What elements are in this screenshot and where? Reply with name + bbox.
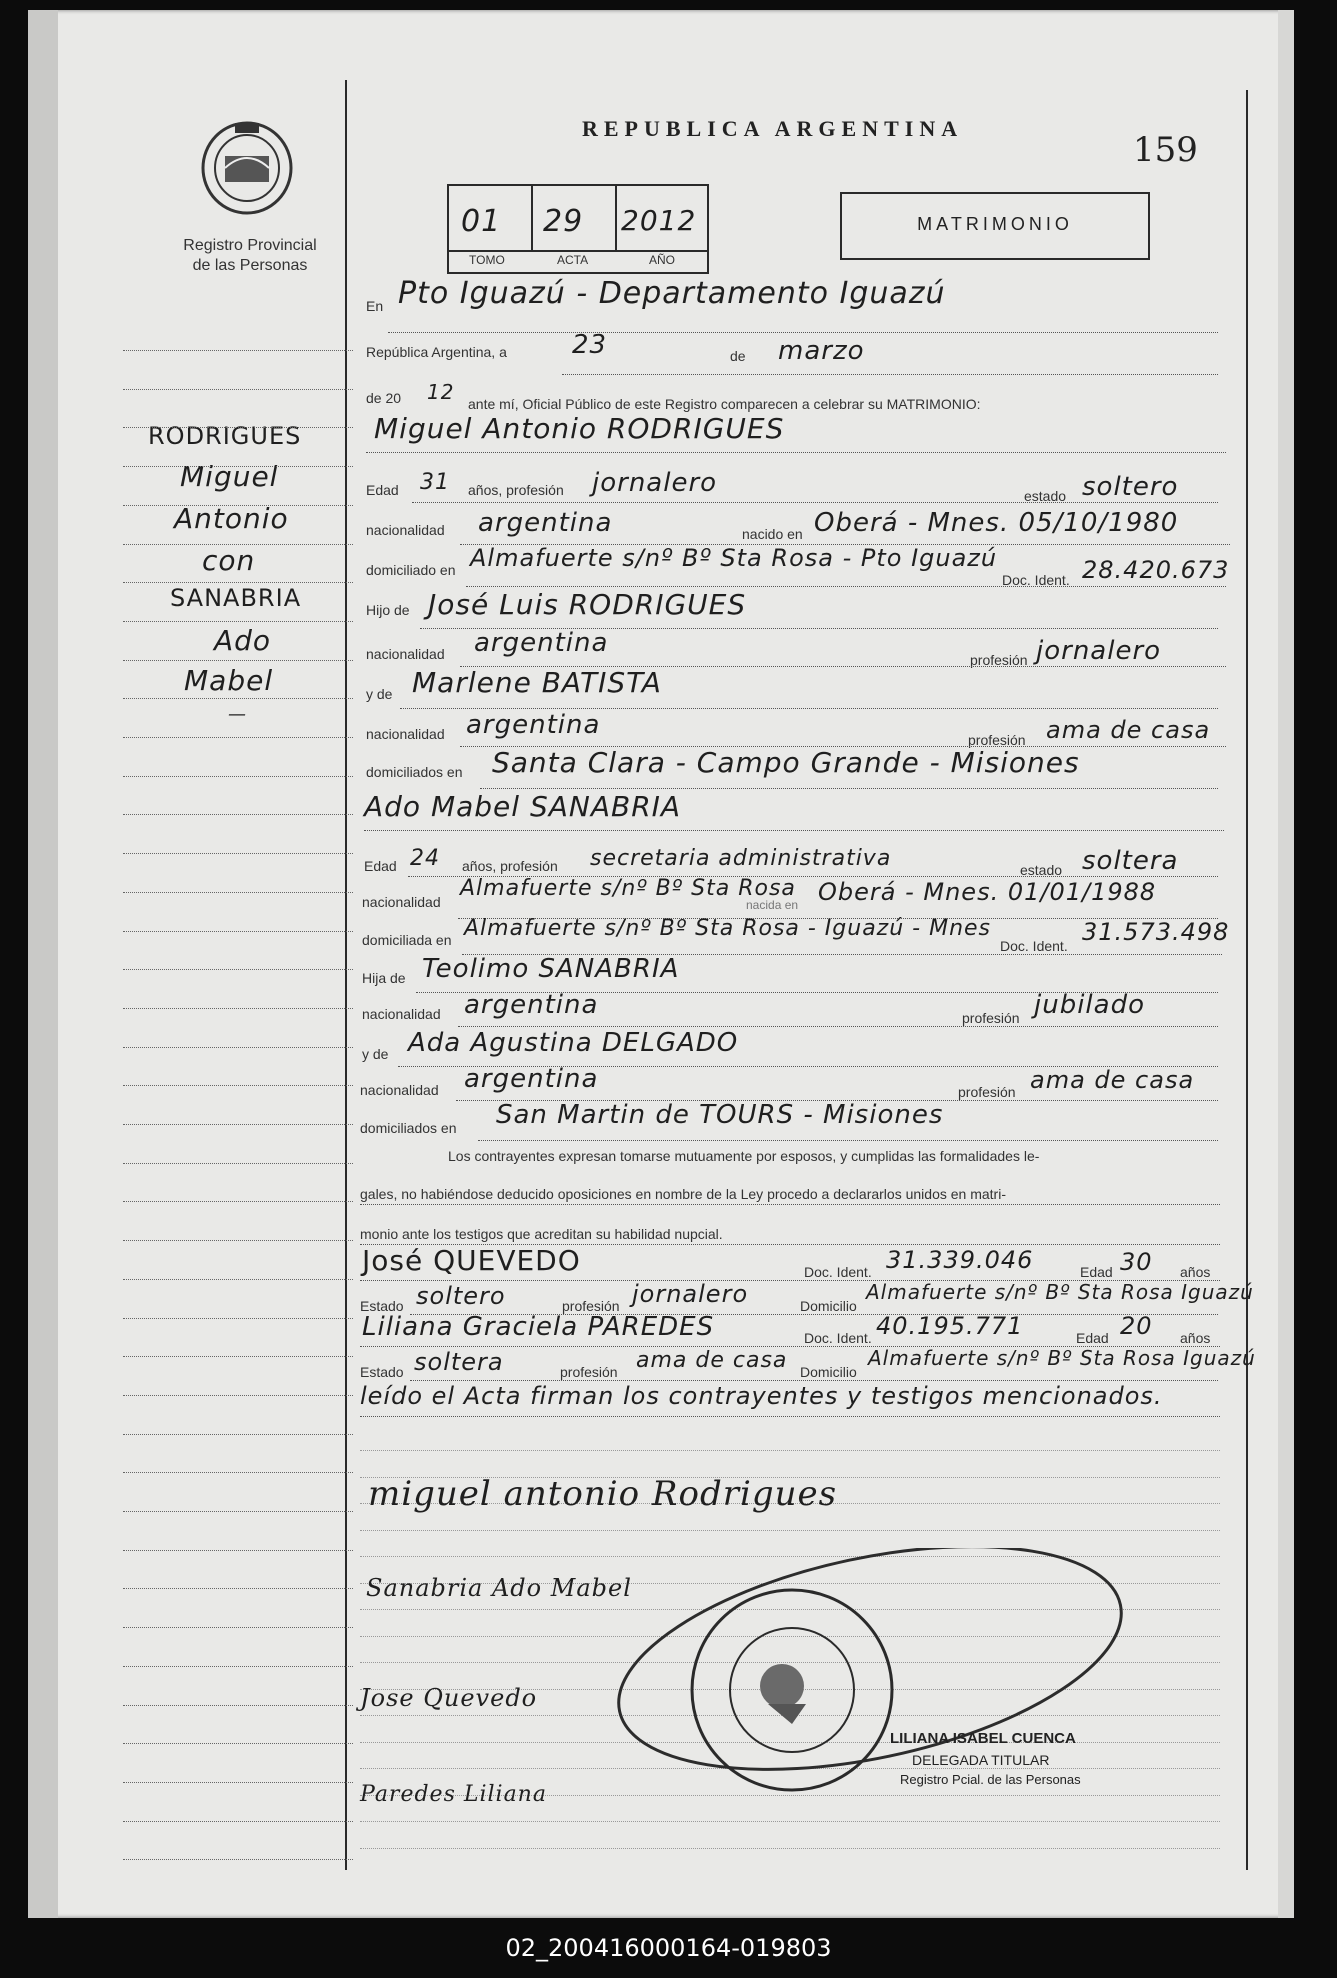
- margin-dotted-line: [123, 621, 353, 622]
- margin-dotted-line: [123, 1356, 353, 1357]
- groom-profession: jornalero: [592, 468, 718, 498]
- label-profesion: profesión: [970, 652, 1028, 668]
- margin-dotted-line: [123, 1743, 353, 1744]
- bride-father-nat-line: [458, 1026, 1218, 1027]
- margin-dotted-line: [123, 1782, 353, 1783]
- label-edad: Edad: [1076, 1330, 1109, 1346]
- groom-birth: Oberá - Mnes. 05/10/1980: [814, 508, 1179, 538]
- official-title: DELEGADA TITULAR: [912, 1752, 1050, 1768]
- bride-name-line: [364, 830, 1224, 831]
- label-edad: Edad: [366, 482, 399, 498]
- margin-dotted-line: [123, 544, 353, 545]
- label-nacionalidad: nacionalidad: [366, 522, 445, 538]
- margin-dotted-line: [123, 1047, 353, 1048]
- act-type: MATRIMONIO: [917, 214, 1073, 234]
- label-en: En: [366, 298, 384, 314]
- margin-note-line: SANABRIA: [170, 584, 302, 612]
- witness1-age: 30: [1120, 1248, 1153, 1276]
- acta-divider: [615, 186, 617, 252]
- label-republica: República Argentina, a: [366, 344, 507, 360]
- groom-parents-address: Santa Clara - Campo Grande - Misiones: [492, 746, 1080, 779]
- tomo-divider: [531, 186, 533, 252]
- bride-nationality: Almafuerte s/nº Bº Sta Rosa: [460, 876, 796, 901]
- witness1-name: José QUEVEDO: [362, 1244, 581, 1277]
- label-doc-ident: Doc. Ident.: [804, 1264, 872, 1280]
- province-seal-icon: [195, 118, 299, 218]
- closing-line: [360, 1416, 1220, 1417]
- margin-note-line: RODRIGUES: [148, 422, 302, 450]
- date-line: [562, 374, 1218, 375]
- groom-father-profession: jornalero: [1036, 636, 1162, 666]
- binding-spine: [28, 10, 58, 1918]
- groom-doc: 28.420.673: [1082, 556, 1230, 584]
- margin-dotted-line: [123, 1163, 353, 1164]
- country-title: REPUBLICA ARGENTINA: [582, 116, 964, 141]
- witness2-name: Liliana Graciela PAREDES: [362, 1312, 715, 1342]
- margin-dotted-line: [123, 1240, 353, 1241]
- margin-dotted-line: [123, 1318, 353, 1319]
- registry-name-line2: de las Personas: [192, 257, 308, 274]
- label-hijo-de: Hijo de: [366, 602, 410, 618]
- bride-signature: Sanabria Ado Mabel: [366, 1574, 632, 1602]
- label-estado: estado: [1020, 862, 1063, 878]
- bride-parents-address: San Martin de TOURS - Misiones: [496, 1100, 944, 1130]
- bride-mother-nationality: argentina: [464, 1064, 599, 1094]
- bride-status: soltera: [1082, 846, 1179, 876]
- groom-signature: miguel antonio Rodrigues: [368, 1474, 838, 1514]
- margin-dotted-line: [123, 737, 353, 738]
- ano-label: AÑO: [649, 253, 676, 267]
- signature-dotted-line: [360, 1530, 1220, 1531]
- bride-address: Almafuerte s/nº Bº Sta Rosa - Iguazú - Mnes: [464, 916, 992, 941]
- margin-dotted-line: [123, 1821, 353, 1822]
- groom-age: 31: [420, 470, 450, 495]
- margin-dotted-line: [123, 1085, 353, 1086]
- bride-father: Teolimo SANABRIA: [422, 954, 680, 984]
- month-value: marzo: [778, 336, 865, 366]
- preamble: ante mí, Oficial Público de este Registro comparecen a celebrar su MATRIMONIO:: [468, 396, 981, 412]
- margin-dotted-line: [123, 814, 353, 815]
- margin-dotted-line: [123, 1008, 353, 1009]
- label-doc-ident: Doc. Ident.: [804, 1330, 872, 1346]
- groom-parents-address-line: [480, 788, 1218, 789]
- label-nacionalidad: nacionalidad: [360, 1082, 439, 1098]
- tomo-label: TOMO: [469, 253, 505, 267]
- label-de: de: [730, 348, 746, 364]
- groom-age-line: [412, 502, 1218, 503]
- margin-dotted-line: [123, 931, 353, 932]
- tomo-acta-ano-box: [447, 184, 709, 274]
- groom-mother-profession: ama de casa: [1046, 716, 1211, 744]
- margin-dotted-line: [123, 389, 353, 390]
- label-y-de: y de: [362, 1046, 389, 1062]
- groom-address-line: [466, 586, 1226, 587]
- bride-parents-address-line: [478, 1140, 1218, 1141]
- bride-mother-profession: ama de casa: [1030, 1066, 1195, 1094]
- label-profesion: profesión: [562, 1298, 620, 1314]
- label-divider: [449, 250, 707, 252]
- bride-name: Ado Mabel SANABRIA: [364, 790, 682, 823]
- formula-line-2: gales, no habiéndose deducido oposiciones en nombre de la Ley procedo a declararlos unidos en matri-: [360, 1186, 1006, 1202]
- acta-label: ACTA: [557, 253, 589, 267]
- label-nacionalidad: nacionalidad: [362, 894, 441, 910]
- margin-dotted-line: [123, 1666, 353, 1667]
- margin-note-line: Mabel: [184, 664, 274, 697]
- bride-age: 24: [410, 846, 440, 871]
- label-estado: Estado: [360, 1364, 404, 1380]
- margin-dotted-line: [123, 660, 353, 661]
- label-nacionalidad: nacionalidad: [362, 1006, 441, 1022]
- label-y-de: y de: [366, 686, 393, 702]
- tomo-value: 01: [461, 204, 502, 239]
- label-edad: Edad: [364, 858, 397, 874]
- label-estado: Estado: [360, 1298, 404, 1314]
- margin-rule: [345, 80, 347, 1870]
- formula-line-3: monio ante los testigos que acreditan su habilidad nupcial.: [360, 1226, 723, 1242]
- label-anos-profesion: años, profesión: [468, 482, 564, 498]
- margin-note-line: Ado: [214, 624, 272, 657]
- formula-line: [360, 1204, 1220, 1205]
- label-hija-de: Hija de: [362, 970, 406, 986]
- margin-dotted-line: [123, 1627, 353, 1628]
- label-de20: de 20: [366, 390, 402, 406]
- margin-dotted-line: [123, 427, 353, 428]
- margin-dotted-line: [123, 892, 353, 893]
- label-domiciliados-en: domiciliados en: [360, 1120, 457, 1136]
- groom-address: Almafuerte s/nº Bº Sta Rosa - Pto Iguazú: [470, 544, 998, 572]
- margin-dotted-line: [123, 1434, 353, 1435]
- groom-name: Miguel Antonio RODRIGUES: [374, 412, 785, 445]
- formula-line-1: Los contrayentes expresan tomarse mutuamente por esposos, y cumplidas las formalidades le-: [448, 1148, 1040, 1164]
- label-anos: años: [1180, 1330, 1211, 1346]
- margin-dotted-line: [123, 1550, 353, 1551]
- margin-note-line: —: [228, 704, 247, 725]
- groom-father: José Luis RODRIGUES: [428, 588, 747, 621]
- label-estado: estado: [1024, 488, 1067, 504]
- margin-dotted-line: [123, 1859, 353, 1860]
- official-name: LILIANA ISABEL CUENCA: [890, 1730, 1076, 1747]
- closing-text: leído el Acta firman los contrayentes y testigos mencionados.: [360, 1382, 1163, 1410]
- label-nacido-en: nacido en: [742, 526, 803, 542]
- margin-dotted-line: [123, 466, 353, 467]
- margin-dotted-line: [123, 969, 353, 970]
- witness2-doc: 40.195.771: [876, 1312, 1024, 1340]
- label-doc-ident: Doc. Ident.: [1002, 572, 1070, 588]
- official-office: Registro Pcial. de las Personas: [900, 1772, 1081, 1787]
- margin-note-line: Miguel: [180, 460, 279, 493]
- ano-value: 2012: [621, 204, 697, 237]
- groom-mother: Marlene BATISTA: [412, 666, 662, 699]
- page-edge: [1278, 10, 1294, 1918]
- margin-dotted-line: [123, 776, 353, 777]
- margin-dotted-line: [123, 1588, 353, 1589]
- label-anos-profesion: años, profesión: [462, 858, 558, 874]
- margin-dotted-line: [123, 698, 353, 699]
- margin-dotted-line: [123, 1472, 353, 1473]
- witness2-address: Almafuerte s/nº Bº Sta Rosa Iguazú: [868, 1346, 1256, 1370]
- label-profesion: profesión: [958, 1084, 1016, 1100]
- label-profesion: profesión: [560, 1364, 618, 1380]
- witness1-doc: 31.339.046: [886, 1246, 1034, 1274]
- witness2-age: 20: [1120, 1312, 1153, 1340]
- day-value: 23: [572, 330, 608, 360]
- label-doc-ident: Doc. Ident.: [1000, 938, 1068, 954]
- groom-status: soltero: [1082, 472, 1179, 502]
- witness1-profession: jornalero: [632, 1280, 749, 1308]
- label-profesion: profesión: [962, 1010, 1020, 1026]
- groom-father-nationality: argentina: [474, 628, 609, 658]
- bride-mother: Ada Agustina DELGADO: [408, 1028, 739, 1058]
- bride-profession: secretaria administrativa: [590, 846, 892, 871]
- label-nacida-en: nacida en: [746, 898, 799, 912]
- acta-value: 29: [543, 204, 584, 239]
- margin-note-line: con: [202, 544, 256, 577]
- bride-doc: 31.573.498: [1082, 918, 1230, 946]
- page-number: 159: [1133, 130, 1198, 170]
- witness1-status: soltero: [416, 1282, 506, 1310]
- place-line: [388, 332, 1218, 333]
- witness2-detail-line: [410, 1380, 1218, 1381]
- margin-dotted-line: [123, 1124, 353, 1125]
- label-domicilio: Domicilio: [800, 1364, 857, 1380]
- groom-name-line: [366, 452, 1226, 453]
- place-value: Pto Iguazú - Departamento Iguazú: [398, 276, 946, 311]
- margin-dotted-line: [123, 1705, 353, 1706]
- margin-dotted-line: [123, 1395, 353, 1396]
- margin-dotted-line: [123, 505, 353, 506]
- witness2-profession: ama de casa: [636, 1348, 788, 1373]
- label-profesion: profesión: [968, 732, 1026, 748]
- signature-dotted-line: [360, 1450, 1220, 1451]
- bride-father-nationality: argentina: [464, 990, 599, 1020]
- margin-dotted-line: [123, 1279, 353, 1280]
- label-edad: Edad: [1080, 1264, 1113, 1280]
- label-nacionalidad: nacionalidad: [366, 726, 445, 742]
- bride-father-profession: jubilado: [1034, 990, 1145, 1020]
- label-domiciliados-en: domiciliados en: [366, 764, 463, 780]
- registry-name-line1: Registro Provincial: [183, 237, 317, 254]
- act-type-box: [840, 192, 1150, 260]
- groom-mother-nationality: argentina: [466, 710, 601, 740]
- label-anos: años: [1180, 1264, 1211, 1280]
- witness2-signature: Paredes Liliana: [360, 1782, 547, 1807]
- bride-birth: Oberá - Mnes. 01/01/1988: [818, 878, 1157, 906]
- witness1-signature: Jose Quevedo: [360, 1684, 538, 1712]
- label-domiciliado-en: domiciliado en: [366, 562, 456, 578]
- groom-mother-line: [400, 708, 1218, 709]
- label-domiciliada-en: domiciliada en: [362, 932, 452, 948]
- margin-dotted-line: [123, 1511, 353, 1512]
- margin-dotted-line: [123, 1201, 353, 1202]
- label-domicilio: Domicilio: [800, 1298, 857, 1314]
- margin-dotted-line: [123, 582, 353, 583]
- label-nacionalidad: nacionalidad: [366, 646, 445, 662]
- scan-id-footer: 02_200416000164-019803: [505, 1934, 832, 1962]
- right-rule: [1246, 90, 1248, 1870]
- margin-dotted-line: [123, 350, 353, 351]
- signature-dotted-line: [360, 1848, 1220, 1849]
- margin-note-line: Antonio: [174, 502, 289, 535]
- groom-nationality: argentina: [478, 508, 613, 538]
- signature-dotted-line: [360, 1821, 1220, 1822]
- witness1-address: Almafuerte s/nº Bº Sta Rosa Iguazú: [866, 1280, 1254, 1304]
- year-suffix-value: 12: [427, 380, 455, 404]
- witness2-status: soltera: [414, 1348, 504, 1376]
- margin-dotted-line: [123, 853, 353, 854]
